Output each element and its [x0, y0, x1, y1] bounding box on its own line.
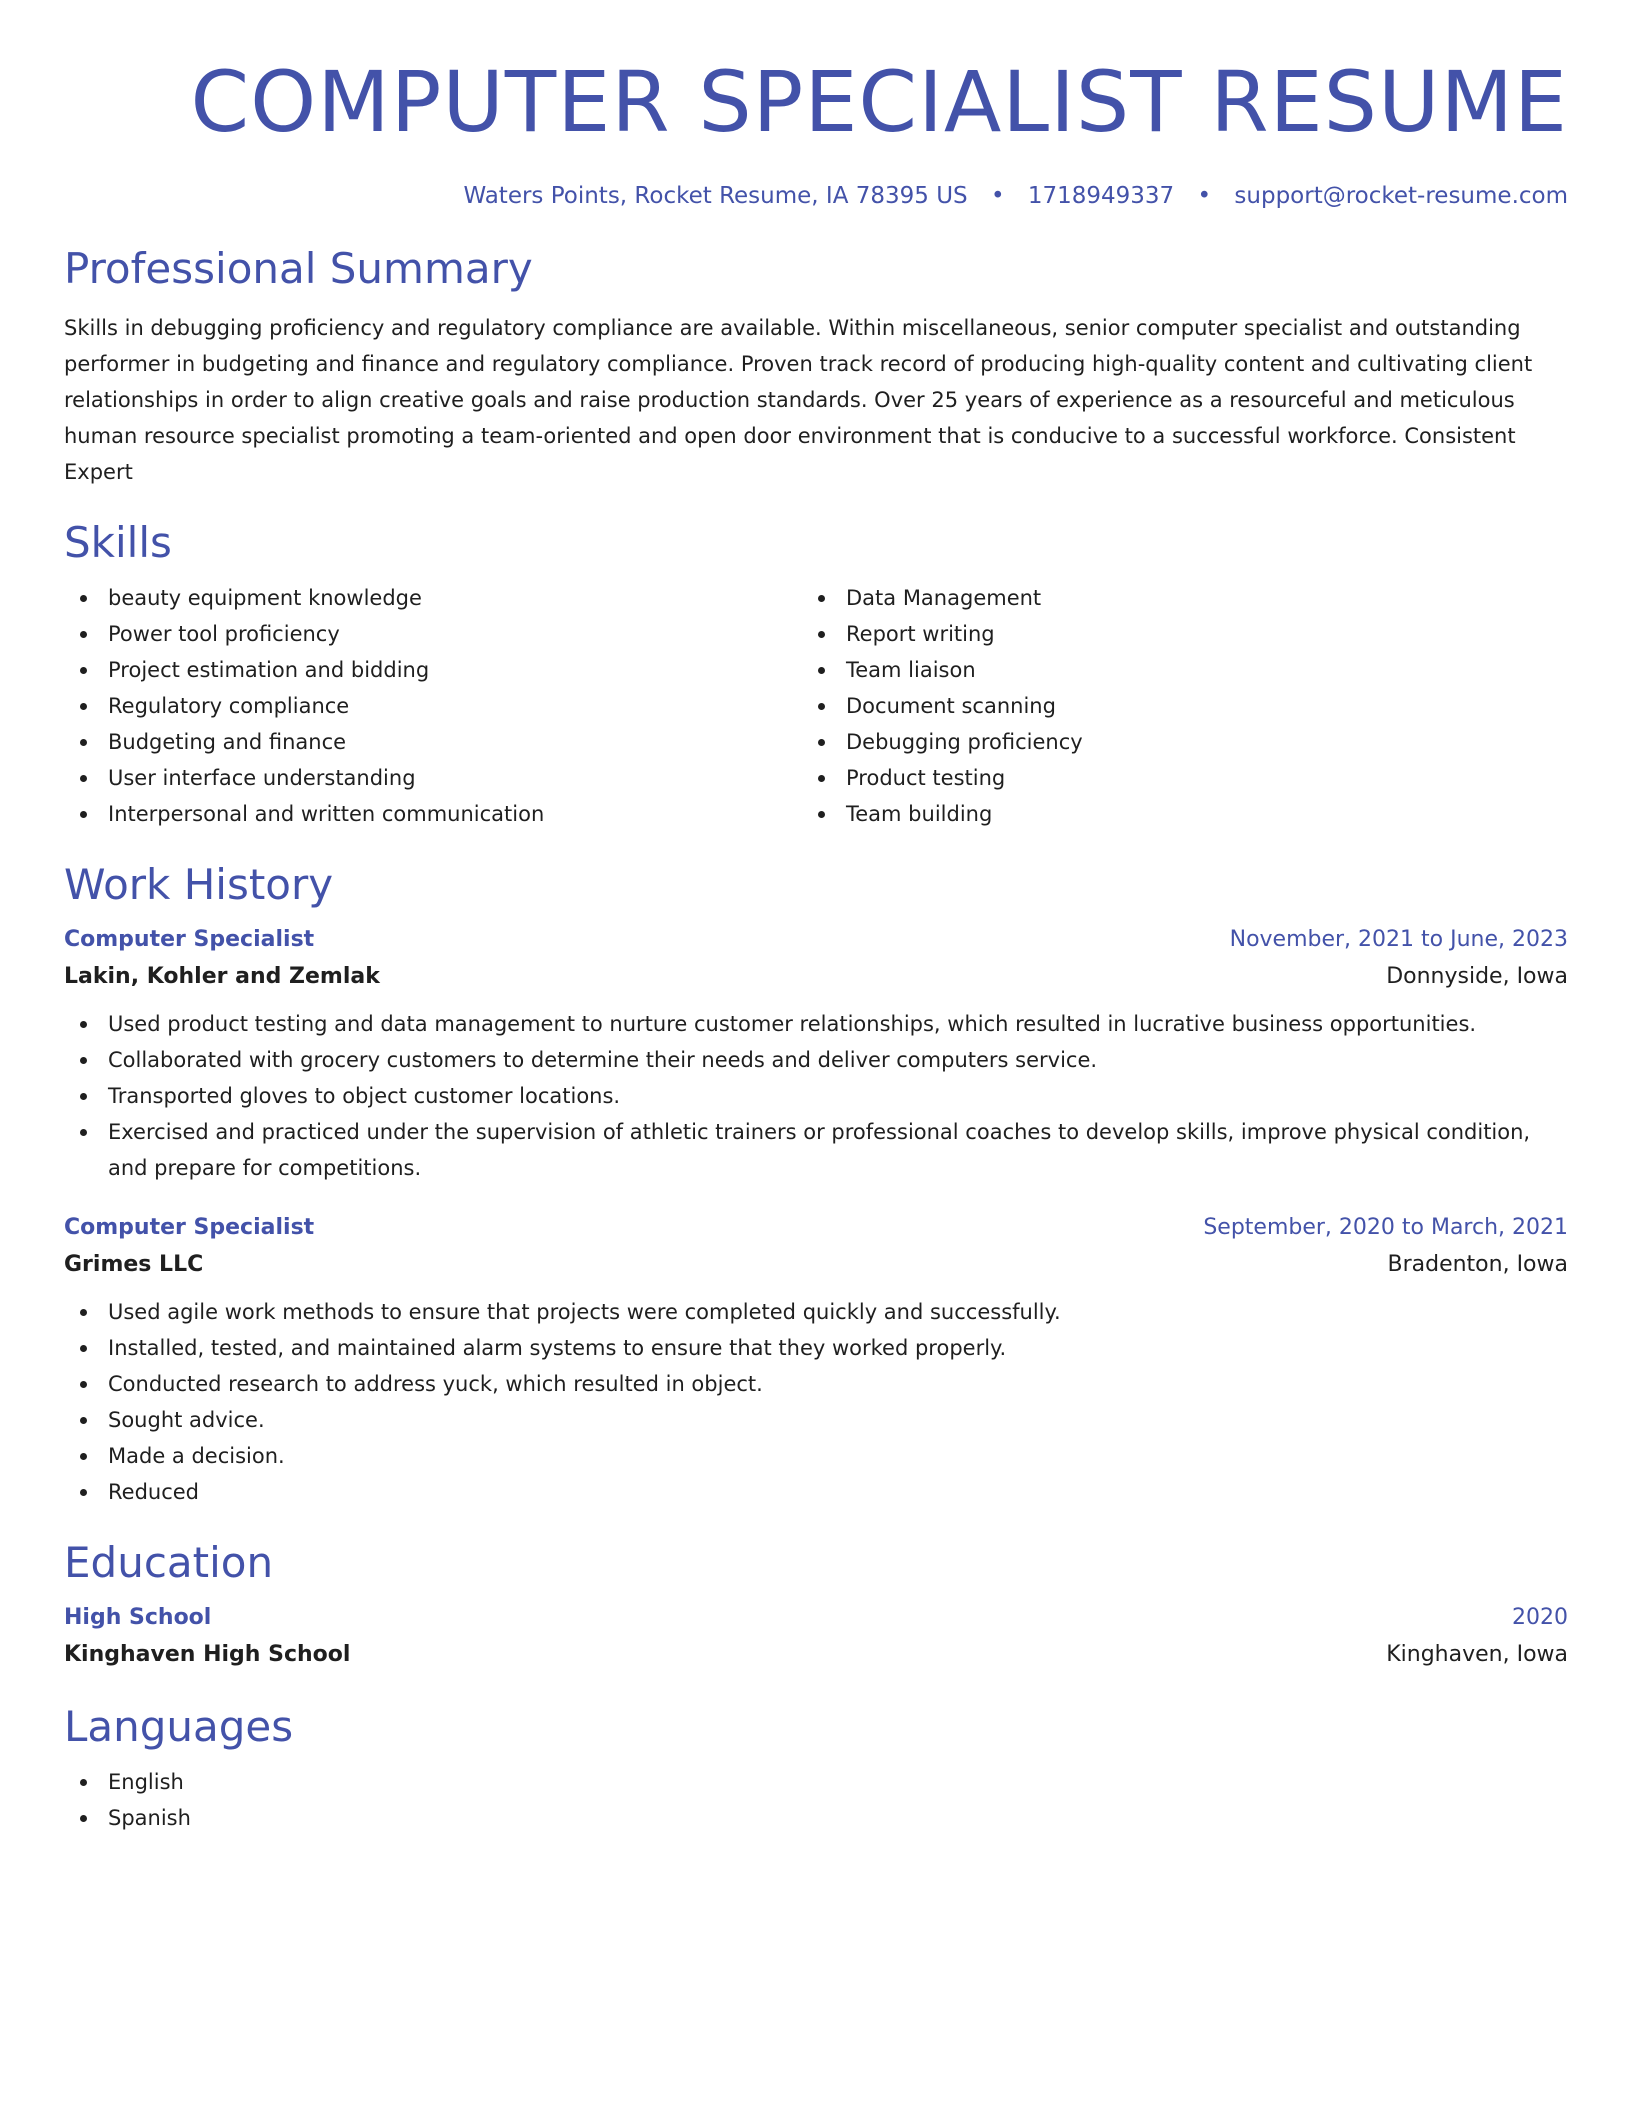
education-degree: High School [64, 1605, 212, 1630]
job-title: Computer Specialist [64, 927, 315, 952]
contact-email: support@rocket-resume.com [1234, 183, 1568, 209]
section-title-languages: Languages [64, 1702, 294, 1751]
skill-item: Debugging proficiency [802, 724, 1540, 760]
skills-section [64, 516, 1568, 832]
skill-item: Budgeting and finance [64, 724, 802, 760]
contact-separator: • [990, 183, 1005, 209]
skill-item: Interpersonal and written communication [64, 796, 802, 832]
section-title-work: Work History [64, 860, 334, 909]
job-entry [64, 922, 1568, 1186]
skill-item: Team liaison [802, 652, 1540, 688]
job-bullet: Installed, tested, and maintained alarm systems to ensure that they worked properly. [64, 1330, 1568, 1366]
job-bullet: Used product testing and data management to nurture customer relationships, which resulted in lucrative business opportunities. [64, 1006, 1568, 1042]
job-location: Bradenton, Iowa [1387, 1252, 1568, 1277]
education-entry [64, 1600, 1568, 1674]
contact-separator: • [1197, 183, 1212, 209]
education-location: Kinghaven, Iowa [1386, 1642, 1568, 1667]
resume-title: COMPUTER SPECIALIST RESUME [190, 53, 1568, 151]
skill-item: Power tool proficiency [64, 616, 802, 652]
language-item: English [64, 1764, 1568, 1800]
job-location: Donnyside, Iowa [1386, 964, 1568, 989]
skills-column-left [64, 580, 802, 832]
job-bullet: Collaborated with grocery customers to determine their needs and deliver computers service. [64, 1042, 1568, 1078]
section-title-skills: Skills [64, 518, 172, 567]
work-section [64, 858, 1568, 1510]
skills-columns [64, 580, 1568, 832]
languages-section [64, 1700, 1568, 1836]
job-entry [64, 1210, 1568, 1510]
summary-text: Skills in debugging proficiency and regulatory compliance are available. Within miscellaneous, senior computer specialist and outstanding performer in budgeting and finance and regulatory compliance. Proven track record of producing high-quality content and cultivating client relationships in order to align creative goals and raise production standards. Over 25 years of experience as a resourceful and meticulous human resource specialist promoting a team-oriented and open door environment that is conducive to a successful workforce. Consistent Expert [64, 316, 1533, 484]
skills-column-right [802, 580, 1540, 832]
job-title: Computer Specialist [64, 1215, 315, 1240]
education-school: Kinghaven High School [64, 1642, 351, 1667]
section-title-education: Education [64, 1538, 274, 1587]
job-bullet: Transported gloves to object customer locations. [64, 1078, 1568, 1114]
skill-item: Regulatory compliance [64, 688, 802, 724]
summary-section [64, 242, 1568, 490]
skill-item: User interface understanding [64, 760, 802, 796]
skill-item: Report writing [802, 616, 1540, 652]
job-employer: Lakin, Kohler and Zemlak [64, 964, 380, 989]
education-year: 2020 [1512, 1605, 1568, 1630]
job-bullet: Sought advice. [64, 1402, 1568, 1438]
language-item: Spanish [64, 1800, 1568, 1836]
job-dates: November, 2021 to June, 2023 [1229, 927, 1568, 952]
skill-item: Document scanning [802, 688, 1540, 724]
job-bullet: Conducted research to address yuck, which resulted in object. [64, 1366, 1568, 1402]
skill-item: beauty equipment knowledge [64, 580, 802, 616]
job-bullet: Used agile work methods to ensure that projects were completed quickly and successfully. [64, 1294, 1568, 1330]
section-title-summary: Professional Summary [64, 244, 533, 293]
skill-item: Data Management [802, 580, 1540, 616]
skill-item: Project estimation and bidding [64, 652, 802, 688]
job-bullet: Made a decision. [64, 1438, 1568, 1474]
contact-line [64, 180, 1568, 212]
contact-address: Waters Points, Rocket Resume, IA 78395 US [463, 183, 968, 209]
contact-phone: 1718949337 [1027, 183, 1175, 209]
job-employer: Grimes LLC [64, 1252, 204, 1277]
skill-item: Team building [802, 796, 1540, 832]
skill-item: Product testing [802, 760, 1540, 796]
job-bullet: Exercised and practiced under the supervision of athletic trainers or professional coaches to develop skills, improve physical condition, and prepare for competitions. [64, 1114, 1568, 1186]
education-section [64, 1536, 1568, 1674]
resume-header [64, 52, 1568, 212]
job-dates: September, 2020 to March, 2021 [1203, 1215, 1568, 1240]
job-bullet: Reduced [64, 1474, 1568, 1510]
